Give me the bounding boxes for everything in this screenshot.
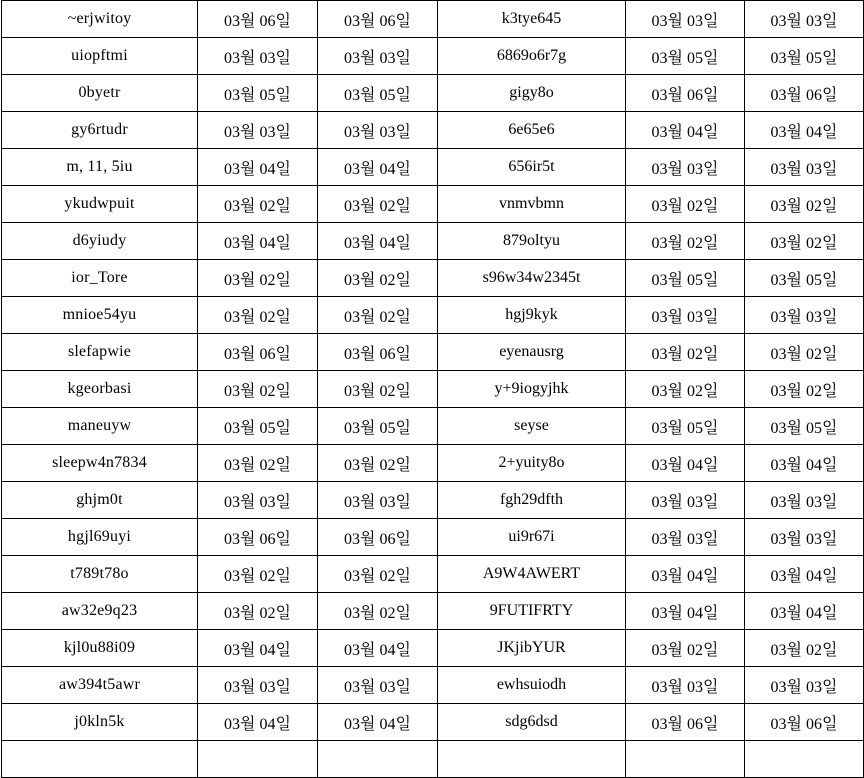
table-cell-code[interactable]: sdg6dsd (438, 704, 626, 741)
table-row (2, 408, 864, 445)
table-cell-date3[interactable]: 03월 06일 (626, 75, 745, 112)
table-cell-code[interactable]: JKjibYUR (438, 630, 626, 667)
table-cell-date4[interactable]: 03월 06일 (745, 704, 864, 741)
table-cell-date4[interactable]: 03월 02일 (745, 223, 864, 260)
table-cell-date2[interactable]: 03월 02일 (318, 297, 438, 334)
table-cell-date2[interactable]: 03월 04일 (318, 223, 438, 260)
table-cell-date3[interactable]: 03월 04일 (626, 556, 745, 593)
table-cell-date1[interactable]: 03월 06일 (198, 334, 318, 371)
table-body (2, 1, 864, 778)
table-cell-date2[interactable]: 03월 04일 (318, 704, 438, 741)
table-cell-date4[interactable]: 03월 02일 (745, 334, 864, 371)
table-cell-code[interactable]: fgh29dfth (438, 482, 626, 519)
table-cell-date4[interactable]: 03월 02일 (745, 630, 864, 667)
table-row (2, 445, 864, 482)
table-row (2, 630, 864, 667)
table-row (2, 519, 864, 556)
table-cell-code[interactable]: ewhsuiodh (438, 667, 626, 704)
table-cell-date2[interactable]: 03월 05일 (318, 75, 438, 112)
table-cell-date1[interactable]: 03월 02일 (198, 445, 318, 482)
table-cell-date2[interactable]: 03월 02일 (318, 593, 438, 630)
table-cell-date1[interactable]: 03월 04일 (198, 223, 318, 260)
table-cell-name[interactable] (2, 741, 198, 778)
table-cell-name[interactable]: t789t78o (2, 556, 198, 593)
table-cell-date4[interactable]: 03월 05일 (745, 260, 864, 297)
table-cell-date1[interactable]: 03월 04일 (198, 149, 318, 186)
table-cell-name[interactable]: m, 11, 5iu (2, 149, 198, 186)
table-cell-name[interactable]: d6yiudy (2, 223, 198, 260)
table-cell-date4[interactable]: 03월 04일 (745, 445, 864, 482)
table-row (2, 482, 864, 519)
table-row (2, 260, 864, 297)
table-cell-name[interactable]: aw394t5awr (2, 667, 198, 704)
table-cell-code[interactable]: eyenausrg (438, 334, 626, 371)
table-cell-date3[interactable]: 03월 03일 (626, 482, 745, 519)
table-cell-name[interactable]: hgjl69uyi (2, 519, 198, 556)
table-cell-date2[interactable]: 03월 04일 (318, 149, 438, 186)
table-cell-code[interactable] (438, 741, 626, 778)
table-cell-name[interactable]: kgeorbasi (2, 371, 198, 408)
table-cell-date1[interactable]: 03월 02일 (198, 186, 318, 223)
table-cell-date4[interactable]: 03월 05일 (745, 408, 864, 445)
table-cell-name[interactable]: gy6rtudr (2, 112, 198, 149)
table-cell-date3[interactable]: 03월 06일 (626, 704, 745, 741)
data-table (1, 0, 864, 778)
table-cell-date2[interactable]: 03월 02일 (318, 445, 438, 482)
table-cell-date2[interactable]: 03월 02일 (318, 556, 438, 593)
table-cell-name[interactable]: aw32e9q23 (2, 593, 198, 630)
table-cell-date1[interactable]: 03월 02일 (198, 260, 318, 297)
table-cell-date4[interactable]: 03월 02일 (745, 371, 864, 408)
table-row (2, 112, 864, 149)
table-cell-code[interactable]: k3tye645 (438, 1, 626, 38)
table-cell-date2[interactable]: 03월 02일 (318, 186, 438, 223)
table-cell-date3[interactable]: 03월 04일 (626, 112, 745, 149)
table-cell-code[interactable]: 656ir5t (438, 149, 626, 186)
table-cell-date2[interactable] (318, 741, 438, 778)
table-cell-date1[interactable]: 03월 05일 (198, 408, 318, 445)
table-row (2, 667, 864, 704)
table-cell-date2[interactable]: 03월 02일 (318, 260, 438, 297)
table-cell-date1[interactable]: 03월 02일 (198, 297, 318, 334)
table-row (2, 371, 864, 408)
table-cell-date1[interactable]: 03월 02일 (198, 593, 318, 630)
table-cell-date3[interactable]: 03월 03일 (626, 149, 745, 186)
table-cell-date4[interactable]: 03월 03일 (745, 1, 864, 38)
table-cell-code[interactable]: gigy8o (438, 75, 626, 112)
table-row (2, 556, 864, 593)
table-cell-date1[interactable]: 03월 03일 (198, 38, 318, 75)
table-cell-name[interactable]: 0byetr (2, 75, 198, 112)
table-cell-date2[interactable]: 03월 03일 (318, 482, 438, 519)
table-row (2, 75, 864, 112)
table-cell-date3[interactable]: 03월 04일 (626, 445, 745, 482)
table-cell-date4[interactable] (745, 741, 864, 778)
table-cell-date3[interactable]: 03월 02일 (626, 186, 745, 223)
table-row (2, 38, 864, 75)
table-cell-date1[interactable]: 03월 03일 (198, 667, 318, 704)
table-cell-name[interactable]: ghjm0t (2, 482, 198, 519)
table-cell-date3[interactable]: 03월 02일 (626, 630, 745, 667)
table-cell-date4[interactable]: 03월 04일 (745, 556, 864, 593)
table-cell-date4[interactable]: 03월 04일 (745, 593, 864, 630)
table-cell-date3[interactable]: 03월 03일 (626, 519, 745, 556)
table-cell-date4[interactable]: 03월 05일 (745, 38, 864, 75)
table-row (2, 297, 864, 334)
table-cell-date2[interactable]: 03월 03일 (318, 667, 438, 704)
table-row (2, 149, 864, 186)
table-cell-date3[interactable] (626, 741, 745, 778)
table-cell-name[interactable]: kjl0u88i09 (2, 630, 198, 667)
table-cell-date1[interactable] (198, 741, 318, 778)
table-cell-name[interactable]: slefapwie (2, 334, 198, 371)
table-cell-code[interactable]: 2+yuity8o (438, 445, 626, 482)
table-cell-name[interactable]: mnioe54yu (2, 297, 198, 334)
table-cell-code[interactable]: vnmvbmn (438, 186, 626, 223)
table-row (2, 334, 864, 371)
table-cell-date4[interactable]: 03월 03일 (745, 667, 864, 704)
table-row (2, 186, 864, 223)
table-cell-date3[interactable]: 03월 02일 (626, 371, 745, 408)
table-cell-date4[interactable]: 03월 03일 (745, 149, 864, 186)
table-cell-date4[interactable]: 03월 03일 (745, 297, 864, 334)
table-row (2, 223, 864, 260)
table-cell-date2[interactable]: 03월 03일 (318, 112, 438, 149)
table-cell-date3[interactable]: 03월 05일 (626, 38, 745, 75)
table-cell-date1[interactable]: 03월 04일 (198, 630, 318, 667)
table-cell-date2[interactable]: 03월 06일 (318, 1, 438, 38)
table-cell-date3[interactable]: 03월 03일 (626, 297, 745, 334)
table-cell-date2[interactable]: 03월 05일 (318, 408, 438, 445)
table-cell-name[interactable]: ykudwpuit (2, 186, 198, 223)
table-cell-name[interactable]: ~erjwitoy (2, 1, 198, 38)
table-row (2, 593, 864, 630)
table-cell-date2[interactable]: 03월 06일 (318, 334, 438, 371)
table-cell-code[interactable]: s96w34w2345t (438, 260, 626, 297)
table-cell-date1[interactable]: 03월 02일 (198, 371, 318, 408)
table-cell-code[interactable]: 6e65e6 (438, 112, 626, 149)
table-cell-date1[interactable]: 03월 04일 (198, 704, 318, 741)
table-cell-date2[interactable]: 03월 03일 (318, 38, 438, 75)
table-cell-date3[interactable]: 03월 02일 (626, 223, 745, 260)
table-cell-date1[interactable]: 03월 06일 (198, 1, 318, 38)
table-cell-date1[interactable]: 03월 06일 (198, 519, 318, 556)
table-cell-date4[interactable]: 03월 06일 (745, 75, 864, 112)
table-cell-date3[interactable]: 03월 05일 (626, 260, 745, 297)
table-cell-code[interactable]: hgj9kyk (438, 297, 626, 334)
table-cell-code[interactable]: 6869o6r7g (438, 38, 626, 75)
table-cell-code[interactable]: 9FUTIFRTY (438, 593, 626, 630)
table-cell-name[interactable]: ior_Tore (2, 260, 198, 297)
table-cell-date2[interactable]: 03월 02일 (318, 371, 438, 408)
table-cell-date4[interactable]: 03월 02일 (745, 186, 864, 223)
table-cell-date4[interactable]: 03월 03일 (745, 482, 864, 519)
table-cell-name[interactable]: j0kln5k (2, 704, 198, 741)
table-cell-code[interactable]: ui9r67i (438, 519, 626, 556)
table-row (2, 1, 864, 38)
table-cell-date3[interactable]: 03월 05일 (626, 408, 745, 445)
table-cell-date1[interactable]: 03월 03일 (198, 482, 318, 519)
table-cell-code[interactable]: seyse (438, 408, 626, 445)
table-cell-code[interactable]: A9W4AWERT (438, 556, 626, 593)
table-cell-date3[interactable]: 03월 04일 (626, 593, 745, 630)
table-cell-code[interactable]: 879oltyu (438, 223, 626, 260)
table-cell-name[interactable]: uiopftmi (2, 38, 198, 75)
table-cell-date1[interactable]: 03월 02일 (198, 556, 318, 593)
table-cell-date3[interactable]: 03월 03일 (626, 667, 745, 704)
table-row (2, 741, 864, 778)
table-cell-date4[interactable]: 03월 04일 (745, 112, 864, 149)
table-cell-name[interactable]: sleepw4n7834 (2, 445, 198, 482)
table-cell-date1[interactable]: 03월 05일 (198, 75, 318, 112)
table-cell-date4[interactable]: 03월 03일 (745, 519, 864, 556)
table-cell-name[interactable]: maneuyw (2, 408, 198, 445)
table-cell-date3[interactable]: 03월 02일 (626, 334, 745, 371)
table-cell-date3[interactable]: 03월 03일 (626, 1, 745, 38)
table-row (2, 704, 864, 741)
table-cell-date1[interactable]: 03월 03일 (198, 112, 318, 149)
table-cell-date2[interactable]: 03월 06일 (318, 519, 438, 556)
table-cell-code[interactable]: y+9iogyjhk (438, 371, 626, 408)
table-cell-date2[interactable]: 03월 04일 (318, 630, 438, 667)
